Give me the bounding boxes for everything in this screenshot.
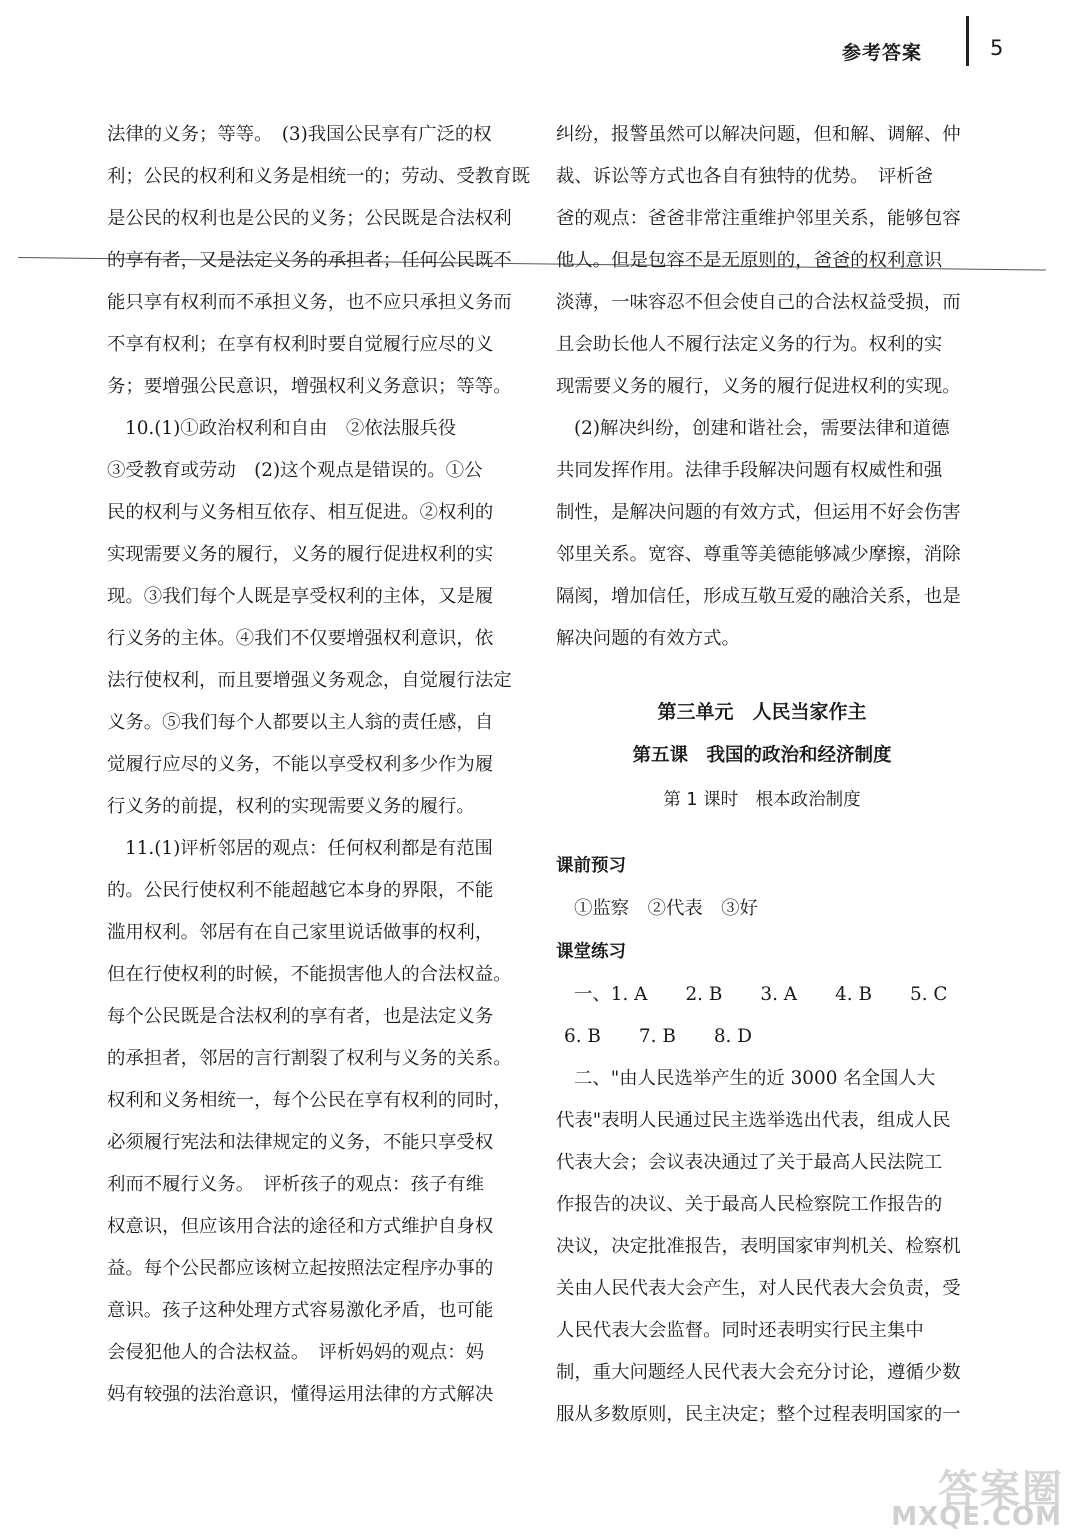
text-line: 代表大会；会议表决通过了关于最高人民法院工	[556, 1152, 943, 1173]
text-line: 民的权利与义务相互依存、相互促进。②权利的	[107, 502, 494, 523]
text-line: 会侵犯他人的合法权益。 评析妈妈的观点：妈	[107, 1342, 485, 1363]
text-line: 代表"表明人民通过民主选举选出代表，组成人民	[556, 1110, 951, 1131]
text-line: 制，重大问题经人民代表大会充分讨论，遵循少数	[556, 1362, 961, 1383]
answer-item: 7. B	[638, 1026, 676, 1047]
text-line: 的承担者，邻居的言行割裂了权利与义务的关系。	[107, 1048, 512, 1069]
text-line: 法行使权利，而且要增强义务观念，自觉履行法定	[107, 670, 512, 691]
text-line: 现。③我们每个人既是享受权利的主体，又是履	[107, 586, 494, 607]
text-line: 邻里关系。宽容、尊重等美德能够减少摩擦，消除	[556, 544, 961, 565]
text-line: 行义务的前提，权利的实现需要义务的履行。	[107, 796, 475, 817]
text-line: 作报告的决议、关于最高人民检察院工作报告的	[556, 1194, 943, 1215]
text-line: 务；要增强公民意识，增强权利义务意识；等等。	[107, 376, 512, 397]
lesson-heading: 第五课 我国的政治和经济制度	[632, 745, 892, 766]
answer-row	[556, 974, 968, 1016]
text-line: 意识。孩子这种处理方式容易激化矛盾，也可能	[107, 1300, 494, 1321]
text-line: 权利和义务相统一，每个公民在享有权利的同时，	[107, 1090, 512, 1111]
text-line: 益。每个公民都应该树立起按照法定程序办事的	[107, 1258, 494, 1279]
answer-item: 5. C	[910, 984, 948, 1005]
answer-item: 3. A	[760, 984, 798, 1005]
text-line: 的享有者，又是法定义务的承担者；任何公民既不	[107, 250, 512, 271]
text-line: 人民代表大会监督。同时还表明实行民主集中	[556, 1320, 924, 1341]
text-line: 滥用权利。邻居有在自己家里说话做事的权利，	[107, 922, 494, 943]
answer-item: 一、1. A	[574, 984, 648, 1005]
text-line: 每个公民既是合法权利的享有者，也是法定义务	[107, 1006, 494, 1027]
text-line: 爸的观点：爸爸非常注重维护邻里关系，能够包容	[556, 208, 961, 229]
text-line: 是公民的权利也是公民的义务；公民既是合法权利	[107, 208, 512, 229]
text-line: 现需要义务的履行，义务的履行促进权利的实现。	[556, 376, 961, 397]
text-line: 必须履行宪法和法律规定的义务，不能只享受权	[107, 1132, 494, 1153]
period-heading: 第 1 课时 根本政治制度	[663, 790, 861, 810]
text-line: 利而不履行义务。 评析孩子的观点：孩子有维	[107, 1174, 485, 1195]
running-header-title: 参考答案	[842, 42, 923, 64]
text-line: 觉履行应尽的义务，不能以享受权利多少作为履	[107, 754, 494, 775]
text-line: 决议，决定批准报告，表明国家审判机关、检察机	[556, 1236, 961, 1257]
text-line: 能只享有权利而不承担义务，也不应只承担义务而	[107, 292, 512, 313]
text-line: 二、"由人民选举产生的近 3000 名全国人大	[574, 1068, 936, 1089]
text-line: 利；公民的权利和义务是相统一的；劳动、受教育既	[107, 166, 530, 187]
text-line: 义务。⑤我们每个人都要以主人翁的责任感，自	[107, 712, 494, 733]
text-line: 权意识，但应该用合法的途径和方式维护自身权	[107, 1216, 494, 1237]
text-line: 且会助长他人不履行法定义务的行为。权利的实	[556, 334, 943, 355]
page-number: 5	[990, 36, 1004, 60]
text-line: 裁、诉讼等方式也各自有独特的优势。 评析爸	[556, 166, 934, 187]
text-line: ③受教育或劳动 (2)这个观点是错误的。①公	[107, 460, 483, 481]
preview-answer: ①监察 ②代表 ③好	[574, 898, 758, 919]
text-line: 隔阂，增加信任，形成互敬互爱的融洽关系，也是	[556, 586, 961, 607]
unit-heading: 第三单元 人民当家作主	[657, 701, 867, 723]
left-column	[107, 114, 530, 1416]
text-line: 解决问题的有效方式。	[556, 628, 740, 649]
answer-item: 6. B	[564, 1026, 601, 1047]
text-line: 行义务的主体。④我们不仅要增强权利意识，依	[107, 628, 494, 649]
text-line: 10.(1)①政治权利和自由 ②依法服兵役	[125, 418, 457, 439]
answer-row	[556, 1016, 968, 1058]
text-line: 法律的义务；等等。 (3)我国公民享有广泛的权	[107, 124, 492, 145]
text-line: 但在行使权利的时候，不能损害他人的合法权益。	[107, 964, 512, 985]
text-line: 纠纷，报警虽然可以解决问题，但和解、调解、仲	[556, 124, 961, 145]
text-line: 淡薄，一味容忍不但会使自己的合法权益受损，而	[556, 292, 961, 313]
text-line: 服从多数原则，民主决定；整个过程表明国家的一	[556, 1404, 961, 1425]
watermark-url: MXQE.COM	[891, 1502, 1062, 1532]
answer-item: 4. B	[835, 984, 872, 1005]
practice-section-label: 课堂练习	[556, 942, 626, 962]
watermark-logo	[880, 1458, 1070, 1532]
text-line: 关由人民代表大会产生，对人民代表大会负责，受	[556, 1278, 961, 1299]
text-line: 的。公民行使权利不能超越它本身的界限，不能	[107, 880, 494, 901]
text-line: 他人。但是包容不是无原则的，爸爸的权利意识	[556, 250, 943, 271]
right-column	[556, 114, 968, 1436]
preview-section-label: 课前预习	[556, 856, 626, 876]
text-line: 制性，是解决问题的有效方式，但运用不好会伤害	[556, 502, 961, 523]
text-line: 实现需要义务的履行，义务的履行促进权利的实	[107, 544, 494, 565]
text-line: 妈有较强的法治意识，懂得运用法律的方式解决	[107, 1384, 494, 1405]
text-line: (2)解决纠纷，创建和谐社会，需要法律和道德	[574, 418, 950, 439]
text-line: 不享有权利；在享有权利时要自觉履行应尽的义	[107, 334, 494, 355]
text-line: 11.(1)评析邻居的观点：任何权利都是有范围	[125, 838, 493, 859]
text-line: 共同发挥作用。法律手段解决问题有权威性和强	[556, 460, 943, 481]
answer-item: 8. D	[713, 1026, 752, 1047]
answer-item: 2. B	[685, 984, 723, 1005]
header-divider	[966, 16, 969, 66]
watermark-logo-text: 答案圈	[938, 1467, 1064, 1513]
